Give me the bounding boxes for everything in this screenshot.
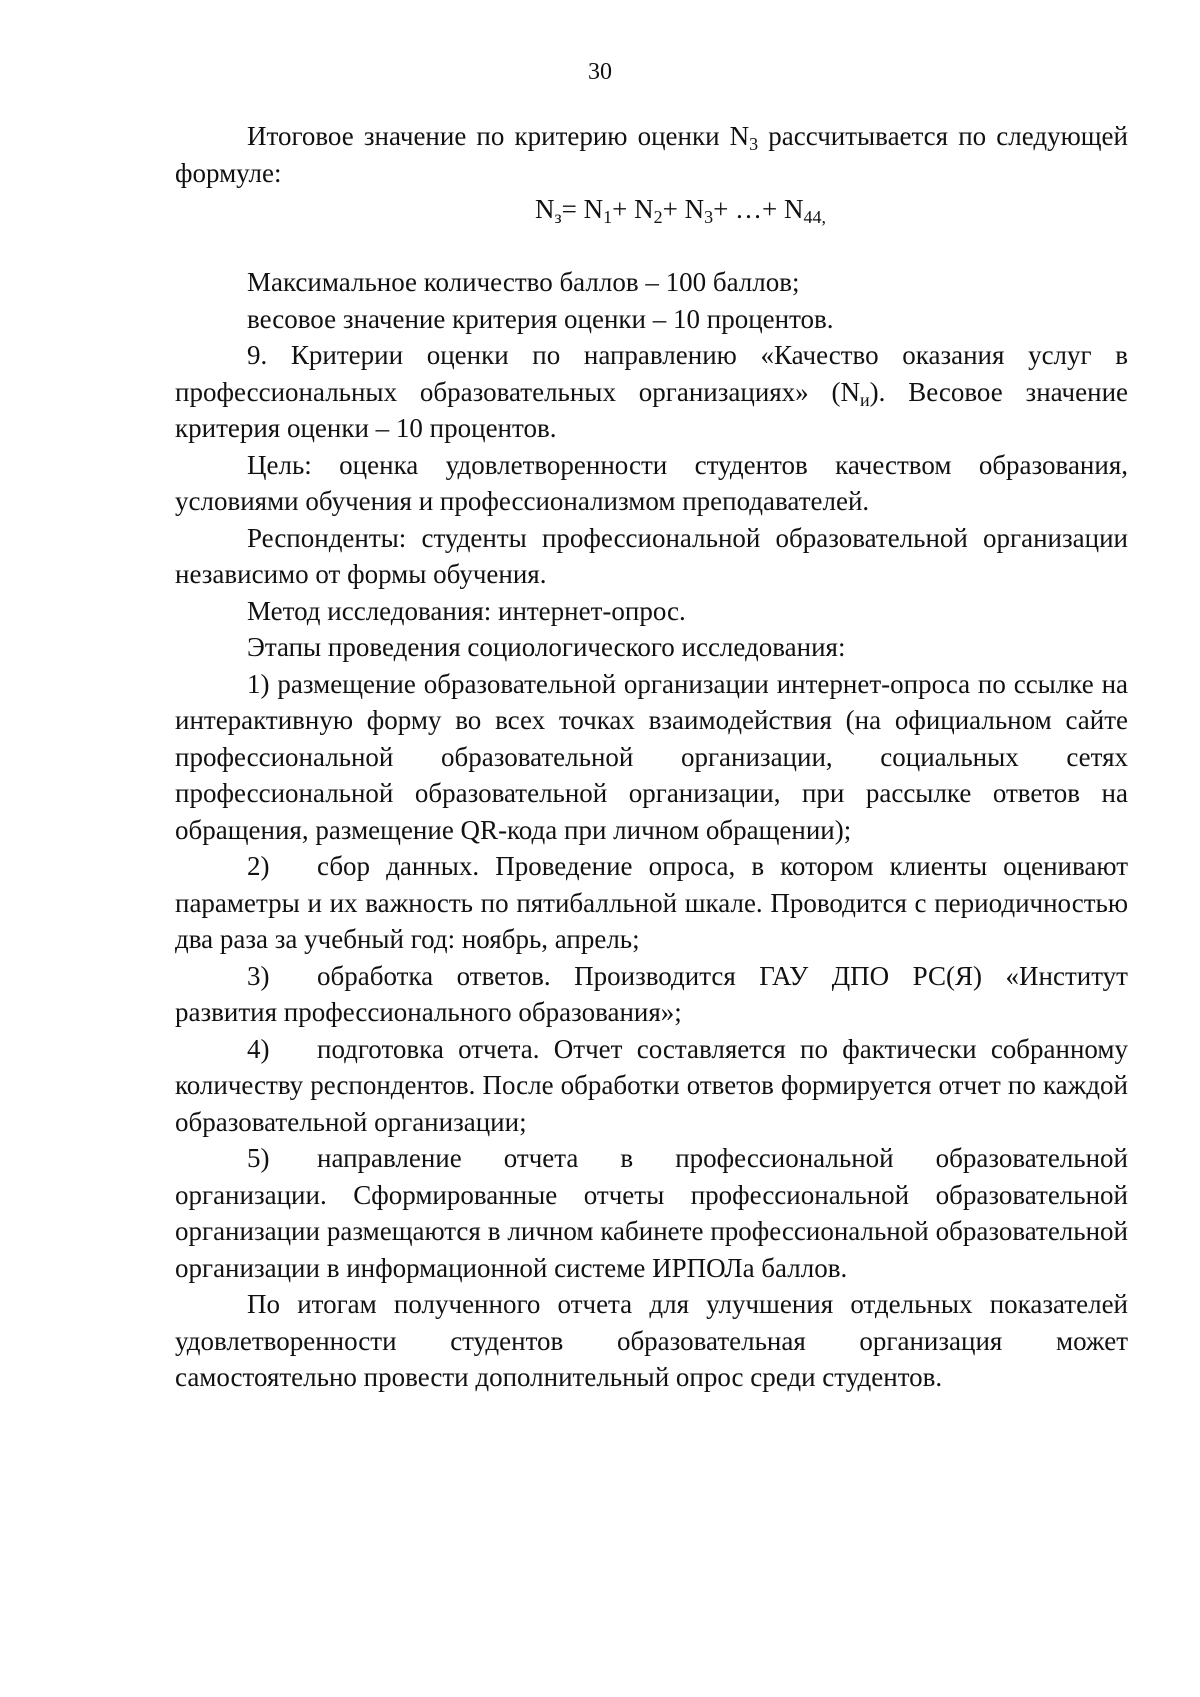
stage-number: 1) (247, 668, 270, 699)
formula-t44-sub: 44, (803, 207, 827, 227)
section-9-text-end: ). Весовое значение критерия оценки – 10 процентов. (175, 376, 1129, 443)
stage-number: 3) (247, 960, 270, 991)
stage-text: обработка ответов. Производится ГАУ ДПО РС(Я) «Институт развития профессионального образования»; (175, 960, 1128, 1027)
stage-item-1 (175, 666, 1128, 849)
stage-text: направление отчета в профессиональной образовательной организации. Сформированные отчеты профессиональной образовательной организации размещаются в личном кабинете профессиональной образовательной организации в информационной системе ИРПОЛа баллов. (175, 1143, 1128, 1283)
method-paragraph: Метод исследования: интернет-опрос. (247, 595, 686, 626)
section-9-text-start: 9. Критерии оценки по направлению «Качество оказания услуг в профессиональных образовательных организациях» (N (175, 340, 1128, 407)
formula-rest: + …+ N (713, 194, 804, 224)
formula-lhs-sub: з (554, 207, 562, 227)
intro-text-start: Итоговое значение по критерию оценки N (247, 121, 750, 151)
weight-line: весовое значение критерия оценки – 10 процентов. (247, 303, 834, 334)
formula-plus3: + N (662, 194, 705, 224)
stage-text: сбор данных. Проведение опроса, в котором клиенты оценивают параметры и их важность по пятибалльной шкале. Проводится с периодичностью два раза за учебный год: ноябрь, апрель; (175, 851, 1128, 954)
stage-item-3 (175, 958, 1128, 1031)
stage-number: 2) (247, 851, 270, 881)
conclusion-paragraph: По итогам полученного отчета для улучшения отдельных показателей удовлетворенности студентов образовательная организация может самостоятельно провести дополнительный опрос среди студентов. (175, 1289, 1128, 1392)
stage-item-4 (175, 1031, 1128, 1141)
section-9-paragraph (175, 337, 1128, 447)
max-points-line: Максимальное количество баллов – 100 баллов; (247, 267, 800, 297)
stage-text: размещение образовательной организации интернет-опроса по ссылке на интерактивную форму во всех точках взаимодействия (на официальном сайте профессиональной образовательной организации, социальных сетях профессиональной образовательной организации, при рассылке ответов на обращения, размещение QR-кода при личном обращении); (175, 668, 1129, 845)
formula-t2-sub: 2 (653, 207, 663, 227)
intro-text-end: рассчитывается по следующей формуле: (175, 121, 1128, 188)
stage-number: 5) (247, 1143, 270, 1173)
intro-paragraph (175, 118, 1128, 191)
page-number: 30 (588, 59, 612, 85)
stages-title: Этапы проведения социологического исследования: (247, 632, 846, 662)
stage-number: 4) (247, 1033, 270, 1064)
formula-t3-sub: 3 (704, 207, 714, 227)
stage-item-5 (175, 1140, 1128, 1286)
stage-item-2 (175, 848, 1128, 958)
formula-eq: = N (561, 194, 604, 224)
formula-lhs: N (535, 194, 555, 224)
intro-subscript: 3 (749, 134, 759, 154)
formula-t1-sub: 1 (603, 207, 613, 227)
respondents-paragraph: Респонденты: студенты профессиональной образовательной организации независимо от формы обучения. (175, 522, 1128, 589)
section-9-subscript: и (860, 389, 870, 410)
goal-paragraph: Цель: оценка удовлетворенности студентов качеством образования, условиями обучения и профессионализмом преподавателей. (175, 449, 1128, 516)
document-body (175, 118, 1128, 1396)
formula-plus2: + N (612, 194, 654, 224)
formula (175, 191, 1128, 228)
stage-text: подготовка отчета. Отчет составляется по фактически собранному количеству респондентов. После обработки ответов формируется отчет по каждой образовательной организации; (175, 1033, 1128, 1137)
blank-line (175, 228, 1128, 265)
